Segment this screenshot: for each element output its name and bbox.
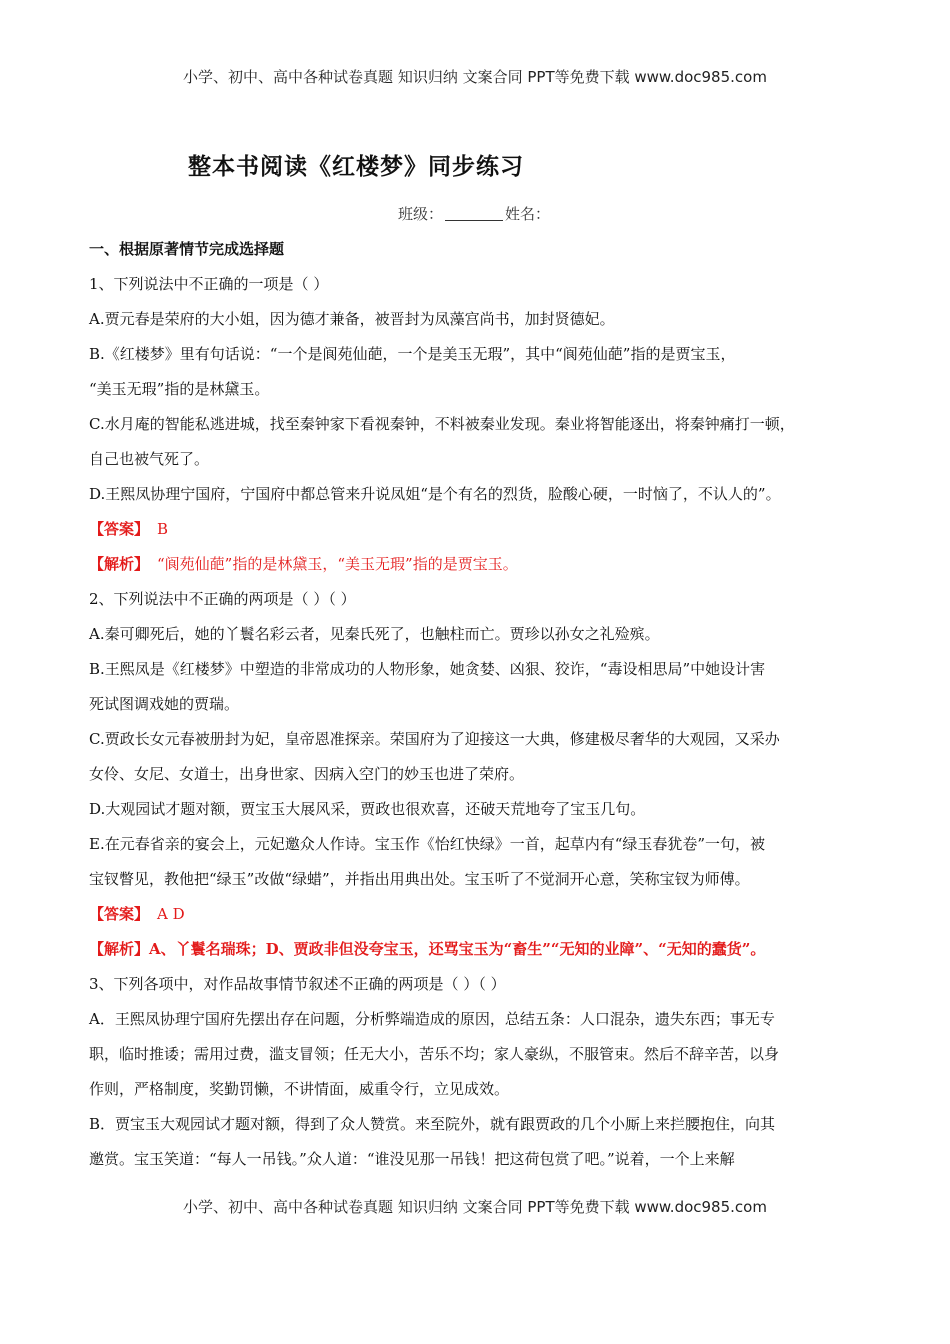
question-3-option-a: A．王熙凤协理宁国府先摆出存在问题，分析弊端造成的原因，总结五条：人口混杂，遗失东西；事无专 <box>89 1010 775 1028</box>
analysis-label: 【解析】 <box>89 555 150 573</box>
answer-value: A D <box>157 905 185 923</box>
analysis-text: A、丫鬟名瑞珠；D、贾政非但没夸宝玉，还骂宝玉为“畜生”“无知的业障”、“无知的蠢货”。 <box>149 940 766 958</box>
analysis-label: 【解析】 <box>89 940 150 958</box>
question-1-analysis <box>89 551 879 586</box>
class-blank <box>445 206 503 221</box>
question-1-option-a: A.贾元春是荣府的大小姐，因为德才兼备，被晋封为凤藻宫尚书，加封贤德妃。 <box>89 310 615 328</box>
answer-label: 【答案】 <box>89 905 150 923</box>
question-2-option-a: A.秦可卿死后，她的丫鬟名彩云者，见秦氏死了，也触柱而亡。贾珍以孙女之礼殓殡。 <box>89 625 660 643</box>
question-2-analysis <box>89 936 879 971</box>
question-2-stem: 2、下列说法中不正确的两项是（ ）（ ） <box>89 590 356 608</box>
question-2-option-b: B.王熙凤是《红楼梦》中塑造的非常成功的人物形象，她贪婪、凶狠、狡诈，“毒设相思局”中她设计害 <box>89 660 766 678</box>
question-2-option-e: E.在元春省亲的宴会上，元妃邀众人作诗。宝玉作《怡红快绿》一首，起草内有“绿玉春犹卷”一句，被 <box>89 835 766 853</box>
class-name-line <box>398 203 550 224</box>
question-3-stem: 3、下列各项中，对作品故事情节叙述不正确的两项是（ ）（ ） <box>89 975 506 993</box>
question-1-stem: 1、下列说法中不正确的一项是（ ） <box>89 275 329 293</box>
page-title: 整本书阅读《红楼梦》同步练习 <box>188 154 524 180</box>
question-1-option-b: B.《红楼梦》里有句话说：“一个是阆苑仙葩，一个是美玉无瑕”，其中“阆苑仙葩”指的是贾宝玉， <box>89 345 736 363</box>
question-3-option-b: B．贾宝玉大观园试才题对额，得到了众人赞赏。来至院外，就有跟贾政的几个小厮上来拦腰抱住，向其 <box>89 1115 776 1133</box>
question-3-option-a-cont2: 作则，严格制度，奖勤罚懒，不讲情面，威重令行，立见成效。 <box>89 1080 510 1098</box>
answer-value: B <box>157 520 169 538</box>
question-1-option-b-cont: “美玉无瑕”指的是林黛玉。 <box>89 380 270 398</box>
section-heading: 一、根据原著情节完成选择题 <box>89 240 285 258</box>
analysis-text: “阆苑仙葩”指的是林黛玉，“美玉无瑕”指的是贾宝玉。 <box>157 555 518 573</box>
footer-banner: 小学、初中、高中各种试卷真题 知识归纳 文案合同 PPT等免费下载 www.doc985.com <box>183 1198 767 1216</box>
name-label: 姓名： <box>505 205 551 223</box>
question-1-answer <box>89 516 879 551</box>
question-2-option-c-cont: 女伶、女尼、女道士，出身世家、因病入空门的妙玉也进了荣府。 <box>89 765 525 783</box>
answer-label: 【答案】 <box>89 520 150 538</box>
header-banner: 小学、初中、高中各种试卷真题 知识归纳 文案合同 PPT等免费下载 www.doc985.com <box>183 68 767 86</box>
document-body <box>89 236 879 1181</box>
question-2-answer <box>89 901 879 936</box>
class-label: 班级： <box>398 205 444 223</box>
question-3-option-a-cont: 职，临时推诿；需用过费，滥支冒领；任无大小，苦乐不均；家人豪纵，不服管束。然后不辞辛苦，以身 <box>89 1045 780 1063</box>
question-1-option-d: D.王熙凤协理宁国府，宁国府中都总管来升说凤姐“是个有名的烈货，脸酸心硬，一时恼了，不认人的”。 <box>89 485 781 503</box>
question-2-option-c: C.贾政长女元春被册封为妃，皇帝恩准探亲。荣国府为了迎接这一大典，修建极尽奢华的大观园，又采办 <box>89 730 780 748</box>
question-2-option-b-cont: 死试图调戏她的贾瑞。 <box>89 695 240 713</box>
question-3-option-b-cont: 邀赏。宝玉笑道：“每人一吊钱。”众人道：“谁没见那一吊钱！把这荷包赏了吧。”说着，一个上来解 <box>89 1150 735 1168</box>
question-2-option-e-cont: 宝钗瞥见，教他把“绿玉”改做“绿蜡”，并指出用典出处。宝玉听了不觉洞开心意，笑称宝钗为师傅。 <box>89 870 750 888</box>
question-1-option-c-cont: 自己也被气死了。 <box>89 450 210 468</box>
question-1-option-c: C.水月庵的智能私逃进城，找至秦钟家下看视秦钟，不料被秦业发现。秦业将智能逐出，将秦钟痛打一顿， <box>89 415 795 433</box>
question-2-option-d: D.大观园试才题对额，贾宝玉大展风采，贾政也很欢喜，还破天荒地夸了宝玉几句。 <box>89 800 646 818</box>
